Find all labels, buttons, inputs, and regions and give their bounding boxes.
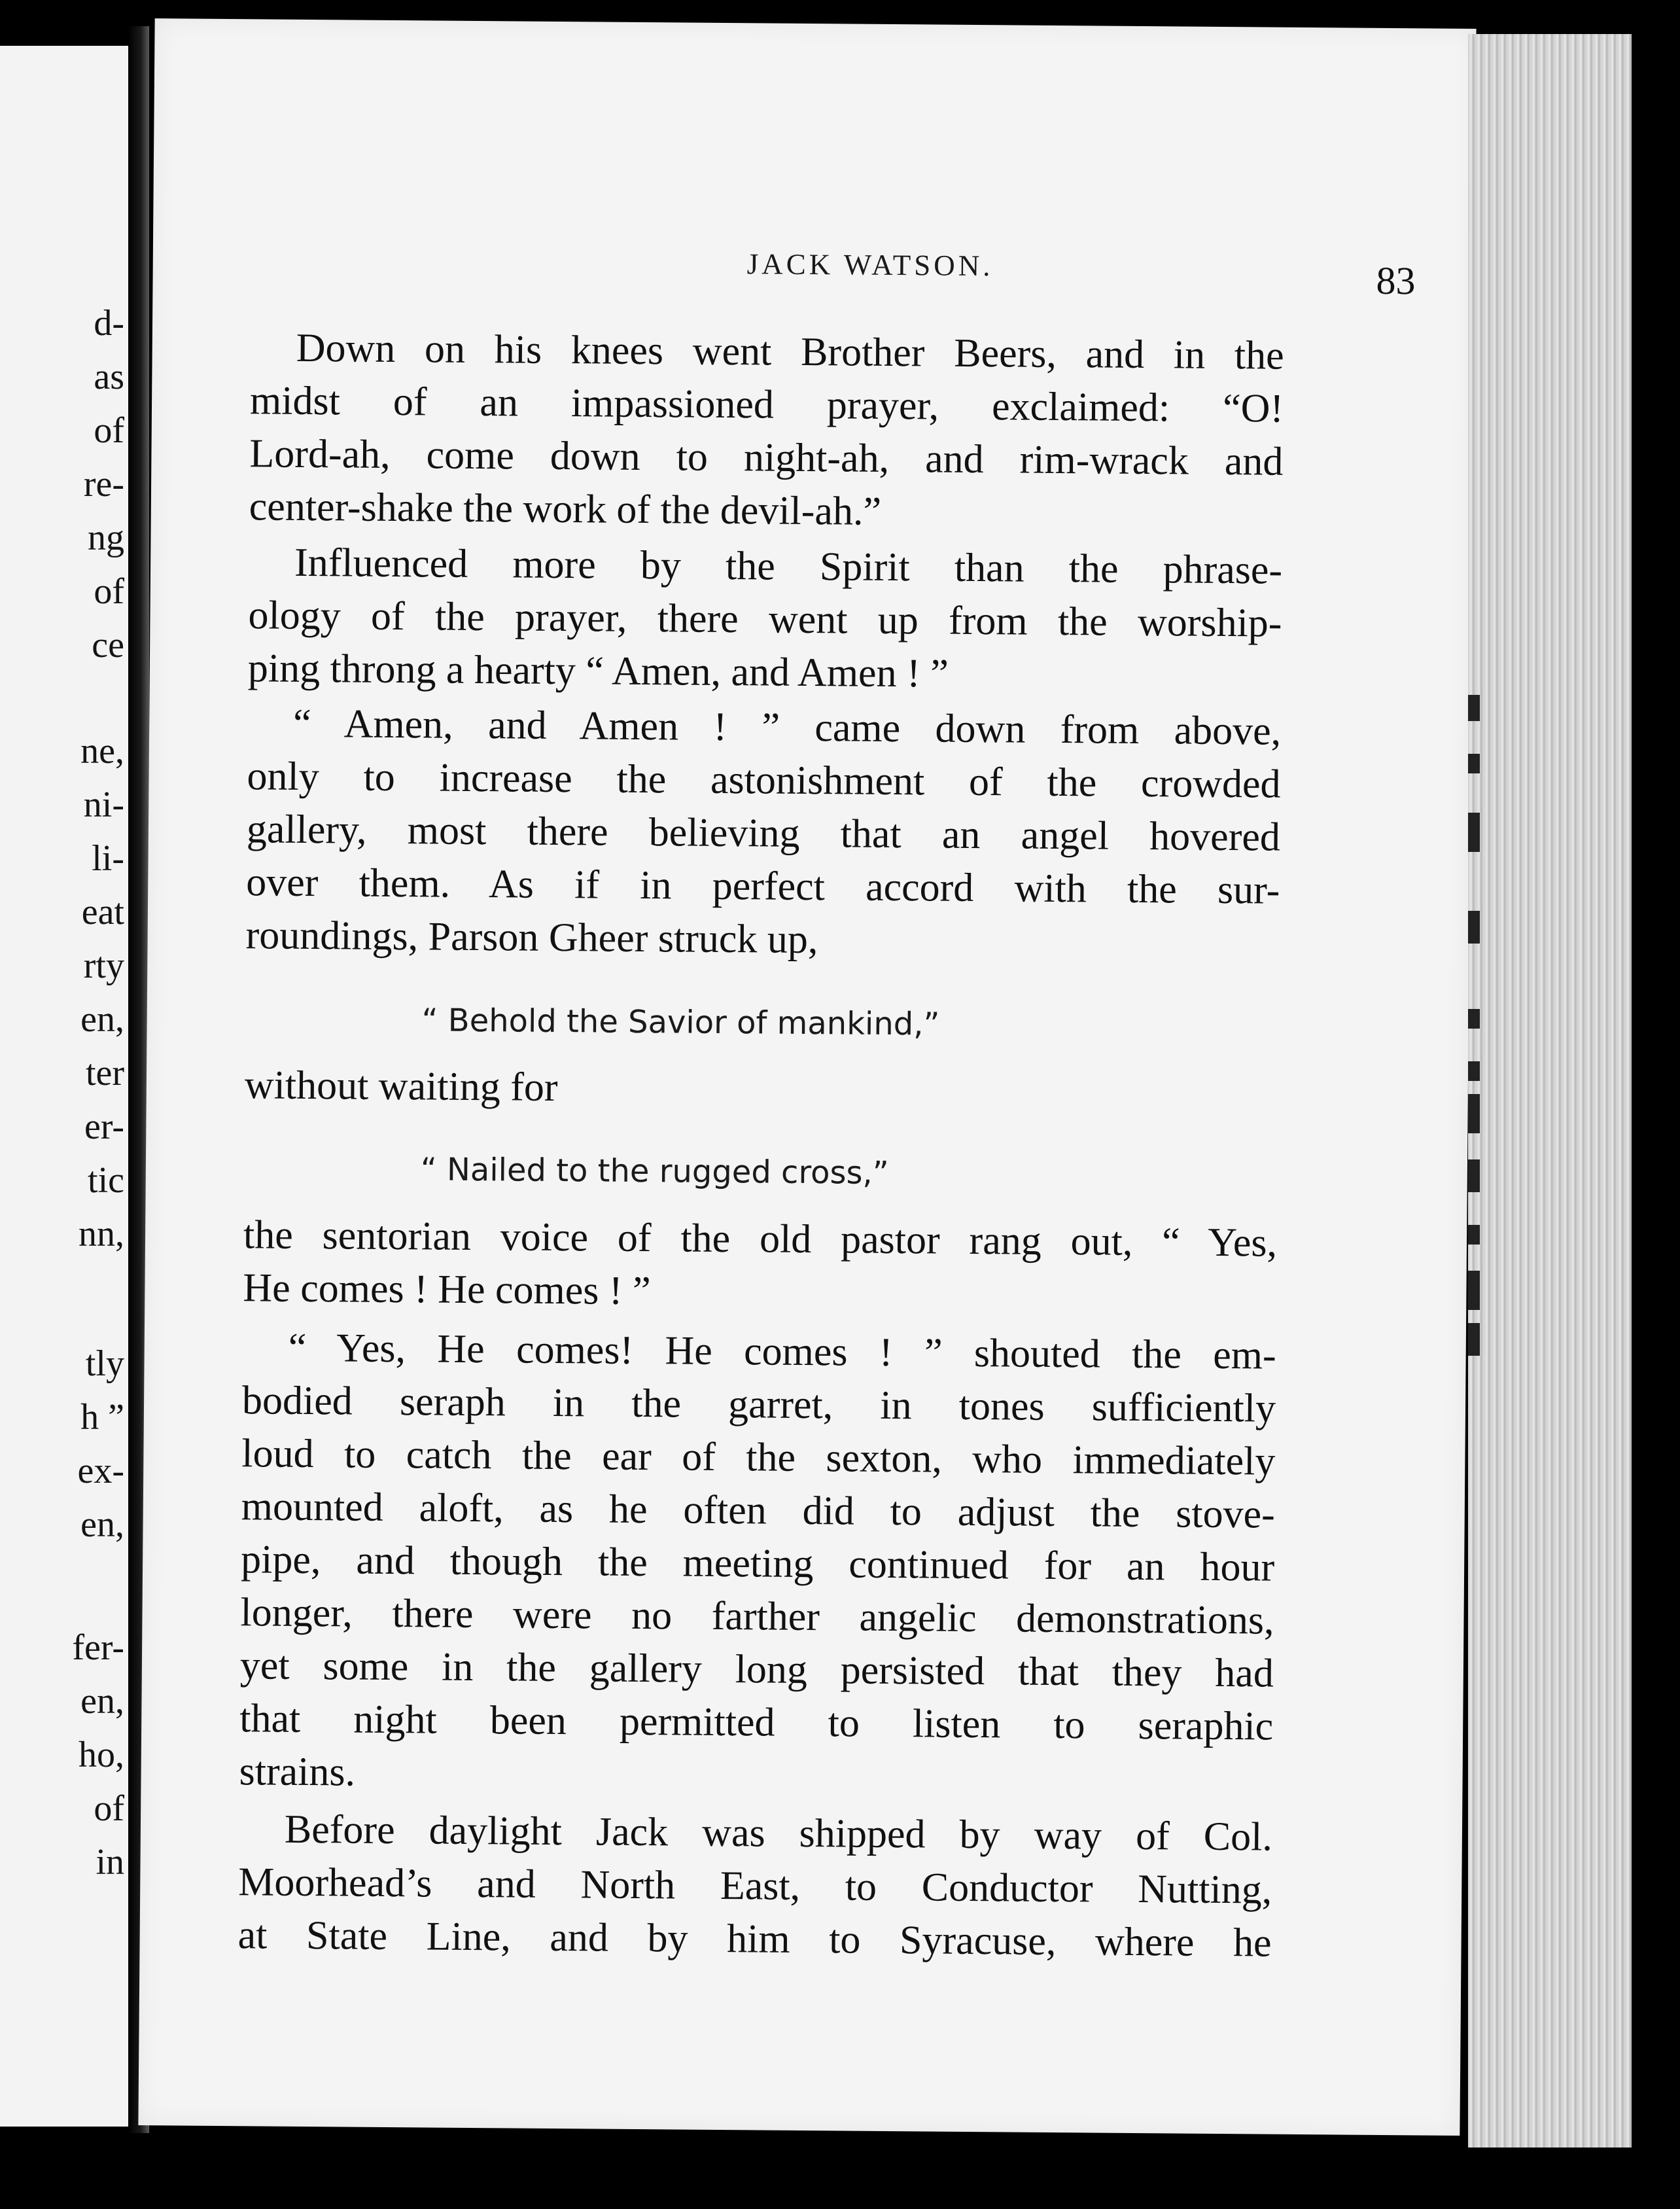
text-line: ping throng a hearty “ Amen, and Amen ! ” bbox=[247, 646, 949, 696]
left-page-fragment: ni- bbox=[83, 785, 124, 825]
text-line: gallery, most there believing that an angel hovered bbox=[246, 807, 1281, 860]
text-line: He comes ! He comes ! ” bbox=[243, 1265, 651, 1314]
left-page-fragment: ter bbox=[85, 1053, 124, 1093]
left-page-fragment: as bbox=[94, 357, 124, 397]
left-page-fragment: re- bbox=[83, 464, 124, 504]
text-line: roundings, Parson Gheer struck up, bbox=[245, 913, 818, 963]
paragraph bbox=[237, 1803, 1272, 1970]
verse-quotation: “ Behold the Savior of mankind,” bbox=[421, 1002, 940, 1043]
left-page-fragment: ce bbox=[92, 625, 124, 665]
left-page-fragment: en, bbox=[80, 1504, 124, 1545]
text-line: longer, there were no farther angelic demonstrations, bbox=[240, 1590, 1274, 1643]
text-line: without waiting for bbox=[244, 1063, 558, 1110]
text-line: midst of an impassioned prayer, exclaimed: “O! bbox=[249, 378, 1284, 431]
left-page-fragment: en, bbox=[80, 1681, 124, 1722]
left-facing-page bbox=[0, 46, 128, 2127]
text-line: center-shake the work of the devil-ah.” bbox=[249, 484, 882, 534]
left-page-fragment: tly bbox=[85, 1343, 124, 1384]
text-line: mounted aloft, as he often did to adjust the stove- bbox=[241, 1484, 1276, 1537]
text-line: Influenced more by the Spirit than the phrase- bbox=[294, 540, 1283, 593]
paragraph bbox=[239, 1321, 1276, 1806]
book-fore-edge bbox=[1468, 34, 1632, 2147]
left-page-fragment: of bbox=[94, 571, 124, 612]
text-line: Before daylight Jack was shipped by way of Col. bbox=[284, 1807, 1273, 1860]
left-page-fragment: ne, bbox=[80, 731, 124, 771]
text-block bbox=[237, 19, 1416, 1966]
text-line: over them. As if in perfect accord with the sur- bbox=[246, 860, 1280, 913]
text-line: Lord-ah, come down to night-ah, and rim-wrack and bbox=[249, 431, 1284, 484]
left-page-fragment: tic bbox=[88, 1160, 124, 1201]
left-page-fragment: er- bbox=[84, 1106, 124, 1147]
left-page-fragment: en, bbox=[80, 999, 124, 1040]
text-line: pipe, and though the meeting continued for an hour bbox=[240, 1537, 1275, 1590]
text-line: only to increase the astonishment of the crowded bbox=[247, 754, 1281, 807]
paragraph bbox=[243, 1209, 1277, 1322]
left-page-fragment: ng bbox=[88, 518, 124, 558]
left-page-fragment: d- bbox=[94, 303, 124, 344]
left-page-fragment: rty bbox=[83, 945, 124, 986]
page-number: 83 bbox=[1376, 258, 1416, 303]
paragraph bbox=[248, 536, 1283, 703]
text-line: that night been permitted to listen to seraphic bbox=[239, 1696, 1274, 1749]
text-line: loud to catch the ear of the sexton, who immediately bbox=[241, 1431, 1276, 1484]
running-head: JACK WATSON. bbox=[746, 247, 994, 283]
left-page-fragment: h ” bbox=[80, 1397, 124, 1438]
text-line: yet some in the gallery long persisted that they had bbox=[239, 1643, 1274, 1696]
left-page-fragment: li- bbox=[92, 838, 124, 879]
paragraph bbox=[249, 321, 1284, 541]
text-line: Moorhead’s and North East, to Conductor Nutting, bbox=[238, 1860, 1272, 1913]
left-page-fragment: ex- bbox=[77, 1451, 124, 1491]
text-line: ology of the prayer, there went up from the worship- bbox=[248, 593, 1282, 646]
text-line: at State Line, and by him to Syracuse, where he bbox=[237, 1913, 1272, 1966]
paragraph bbox=[245, 697, 1281, 970]
text-line: bodied seraph in the garret, in tones sufficiently bbox=[241, 1378, 1276, 1431]
text-line: the sentorian voice of the old pastor rang out, “ Yes, bbox=[243, 1212, 1278, 1265]
left-page-fragment: of bbox=[94, 410, 124, 451]
text-line: strains. bbox=[239, 1749, 356, 1795]
left-page-fragment: nn, bbox=[79, 1214, 124, 1254]
book-page bbox=[138, 18, 1476, 2136]
text-line: “ Yes, He comes! He comes ! ” shouted the em- bbox=[288, 1325, 1276, 1378]
verse-quotation: “ Nailed to the rugged cross,” bbox=[420, 1151, 889, 1192]
left-page-fragment: eat bbox=[81, 892, 124, 932]
left-page-fragment: in bbox=[96, 1842, 124, 1882]
left-page-fragment: ho, bbox=[79, 1735, 124, 1775]
left-page-fragment: fer- bbox=[72, 1627, 124, 1668]
text-line: Down on his knees went Brother Beers, and in the bbox=[296, 325, 1284, 378]
left-page-fragment: of bbox=[94, 1788, 124, 1829]
text-line: “ Amen, and Amen ! ” came down from above, bbox=[292, 701, 1282, 754]
